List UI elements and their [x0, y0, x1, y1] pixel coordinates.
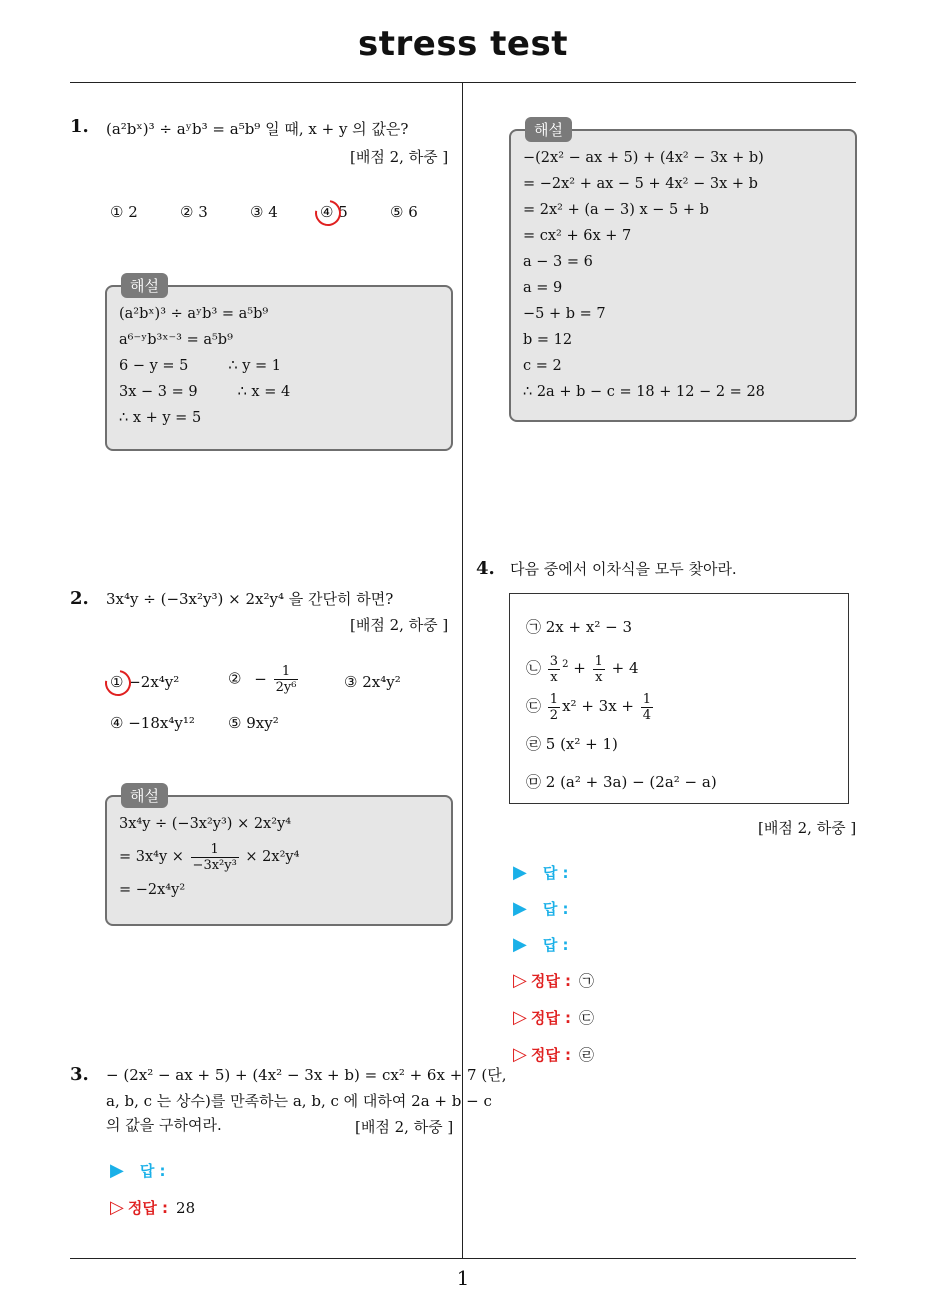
correct-label: 정답 :: [530, 1046, 572, 1064]
question-3-line-1: − (2x² − ax + 5) + (4x² − 3x + b) = cx² + 6x + 7 (단,: [106, 1066, 507, 1084]
solution-line: × 2x²y⁴: [245, 849, 300, 865]
correct-label: 정답 :: [530, 1009, 572, 1027]
solution-line: (a²bˣ)³ ÷ aʸb³ = a⁵b⁹: [119, 306, 269, 322]
question-3-line-2: a, b, c 는 상수)를 만족하는 a, b, c 에 대하여 2a + b − c: [106, 1092, 492, 1110]
play-triangle-icon: ▶: [513, 898, 527, 919]
q2-choice-3[interactable]: ③ 2x⁴y²: [344, 673, 401, 691]
question-4-text: 다음 중에서 이차식을 모두 찾아라.: [510, 560, 737, 578]
selected-answer-circle-icon: [310, 195, 346, 231]
question-4-correct-answer-2: [513, 1007, 594, 1028]
solution-line: ∴ x + y = 5: [119, 410, 202, 426]
question-3-number: 3.: [70, 1064, 89, 1085]
option-mark: ㉡: [526, 659, 542, 677]
solution-line: ∴ x = 4: [237, 384, 291, 400]
fraction: [593, 654, 605, 685]
solution-line: a⁶⁻ʸb³ˣ⁻³ = a⁵b⁹: [119, 332, 233, 348]
option-b: [526, 646, 832, 687]
page-title: stress test: [358, 24, 568, 64]
denominator: x: [550, 669, 558, 685]
answer-label: 답 :: [542, 864, 569, 882]
question-1-number: 1.: [70, 116, 89, 137]
page-number: 1: [456, 1266, 470, 1290]
question-4-options-box: [509, 593, 849, 804]
solution-line: −5 + b = 7: [523, 306, 606, 322]
correct-value: ㉠: [579, 972, 595, 990]
outline-triangle-icon: ▷: [513, 970, 527, 991]
question-4-answer-field-3[interactable]: [513, 934, 569, 955]
question-2-points: [배점 2, 하중 ]: [350, 616, 449, 634]
question-1-points: [배점 2, 하중 ]: [350, 148, 449, 166]
numerator: 3: [549, 653, 559, 669]
question-2-solution-box: [105, 787, 453, 926]
option-c: [526, 687, 832, 725]
denominator: −3x²y³: [192, 857, 237, 873]
solution-line: = cx² + 6x + 7: [523, 228, 632, 244]
option-term: x² + 3x +: [562, 697, 634, 715]
option-mark: ㉢: [526, 697, 542, 715]
footer-rule: [70, 1258, 856, 1259]
option-d: ㉣ 5 (x² + 1): [526, 735, 618, 753]
question-4-correct-answer-3: [513, 1044, 594, 1065]
q1-choice-4[interactable]: ④ 5: [320, 203, 348, 221]
play-triangle-icon: ▶: [513, 862, 527, 883]
question-4-points: [배점 2, 하중 ]: [758, 819, 857, 837]
solution-line: ∴ 2a + b − c = 18 + 12 − 2 = 28: [523, 384, 765, 400]
numerator: 1: [642, 691, 652, 707]
denominator: x: [595, 669, 603, 685]
fraction: [274, 664, 299, 695]
fraction: [548, 654, 560, 685]
minus-sign: −: [254, 669, 267, 688]
numerator: 1: [594, 653, 603, 669]
option-a: ㉠ 2x + x² − 3: [526, 618, 632, 636]
numerator: 1: [274, 664, 299, 680]
fraction: [548, 692, 560, 723]
play-triangle-icon: ▶: [513, 934, 527, 955]
solution-line: b = 12: [523, 332, 573, 348]
question-4-answer-field-2[interactable]: [513, 898, 569, 919]
q2-choice-1[interactable]: ① −2x⁴y²: [110, 673, 180, 691]
plus-sign: +: [573, 659, 586, 677]
question-3-solution-box: [509, 121, 857, 422]
play-triangle-icon: ▶: [110, 1160, 124, 1181]
header-rule: [70, 82, 856, 83]
q1-choice-1[interactable]: ① 2: [110, 203, 138, 221]
fraction: [191, 842, 239, 873]
question-4-number: 4.: [476, 558, 495, 579]
solution-line: 3x⁴y ÷ (−3x²y³) × 2x²y⁴: [119, 816, 292, 832]
solution-tag: 해설: [121, 783, 168, 808]
option-term: + 4: [611, 659, 639, 677]
correct-label: 정답 :: [127, 1199, 169, 1217]
denominator: 2y⁶: [275, 680, 297, 695]
solution-line: a − 3 = 6: [523, 254, 593, 270]
choice-mark: ②: [228, 669, 242, 688]
correct-value: ㉣: [579, 1046, 595, 1064]
solution-line: 6 − y = 5: [119, 358, 189, 374]
solution-line: ∴ y = 1: [228, 358, 282, 374]
question-3-correct-answer: [110, 1197, 195, 1218]
numerator: 1: [191, 842, 239, 858]
outline-triangle-icon: ▷: [513, 1007, 527, 1028]
correct-value: 28: [176, 1199, 196, 1217]
solution-line: = −2x² + ax − 5 + 4x² − 3x + b: [523, 176, 758, 192]
question-4-correct-answer-1: [513, 970, 594, 991]
solution-tag: 해설: [525, 117, 572, 142]
solution-line: −(2x² − ax + 5) + (4x² − 3x + b): [523, 150, 764, 166]
answer-label: 답 :: [542, 936, 569, 954]
option-e: ㉤ 2 (a² + 3a) − (2a² − a): [526, 773, 717, 791]
correct-value: ㉢: [579, 1009, 595, 1027]
q1-choice-3[interactable]: ③ 4: [250, 203, 278, 221]
question-2-text: 3x⁴y ÷ (−3x²y³) × 2x²y⁴ 을 간단히 하면?: [106, 590, 394, 608]
question-3-answer-field[interactable]: [110, 1160, 166, 1181]
q2-choice-5[interactable]: ⑤ 9xy²: [228, 714, 279, 732]
correct-label: 정답 :: [530, 972, 572, 990]
question-4-answer-field-1[interactable]: [513, 862, 569, 883]
outline-triangle-icon: ▷: [513, 1044, 527, 1065]
solution-line: a = 9: [523, 280, 563, 296]
answer-label: 답 :: [542, 900, 569, 918]
solution-line: c = 2: [523, 358, 562, 374]
question-2-number: 2.: [70, 588, 89, 609]
exponent: 2: [562, 659, 569, 670]
answer-label: 답 :: [139, 1162, 166, 1180]
q2-choice-2[interactable]: [228, 664, 300, 695]
solution-line: = −2x⁴y²: [119, 882, 186, 898]
solution-line: = 3x⁴y ×: [119, 849, 184, 865]
numerator: 1: [549, 691, 559, 707]
question-3-points: [배점 2, 하중 ]: [355, 1118, 454, 1136]
solution-line: = 2x² + (a − 3) x − 5 + b: [523, 202, 709, 218]
question-3-line-3: 의 값을 구하여라.: [106, 1116, 222, 1134]
q1-choice-2[interactable]: ② 3: [180, 203, 208, 221]
denominator: 2: [549, 707, 559, 723]
fraction: [641, 692, 653, 723]
q2-choice-4[interactable]: ④ −18x⁴y¹²: [110, 714, 195, 732]
solution-line: 3x − 3 = 9: [119, 384, 198, 400]
q1-choice-5[interactable]: ⑤ 6: [390, 203, 418, 221]
solution-tag: 해설: [121, 273, 168, 298]
selected-answer-circle-icon: [100, 665, 136, 701]
question-1-solution-box: [105, 277, 453, 451]
question-1-text: (a²bˣ)³ ÷ aʸb³ = a⁵b⁹ 일 때, x + y 의 값은?: [106, 120, 409, 138]
denominator: 4: [642, 707, 652, 723]
outline-triangle-icon: ▷: [110, 1197, 124, 1218]
